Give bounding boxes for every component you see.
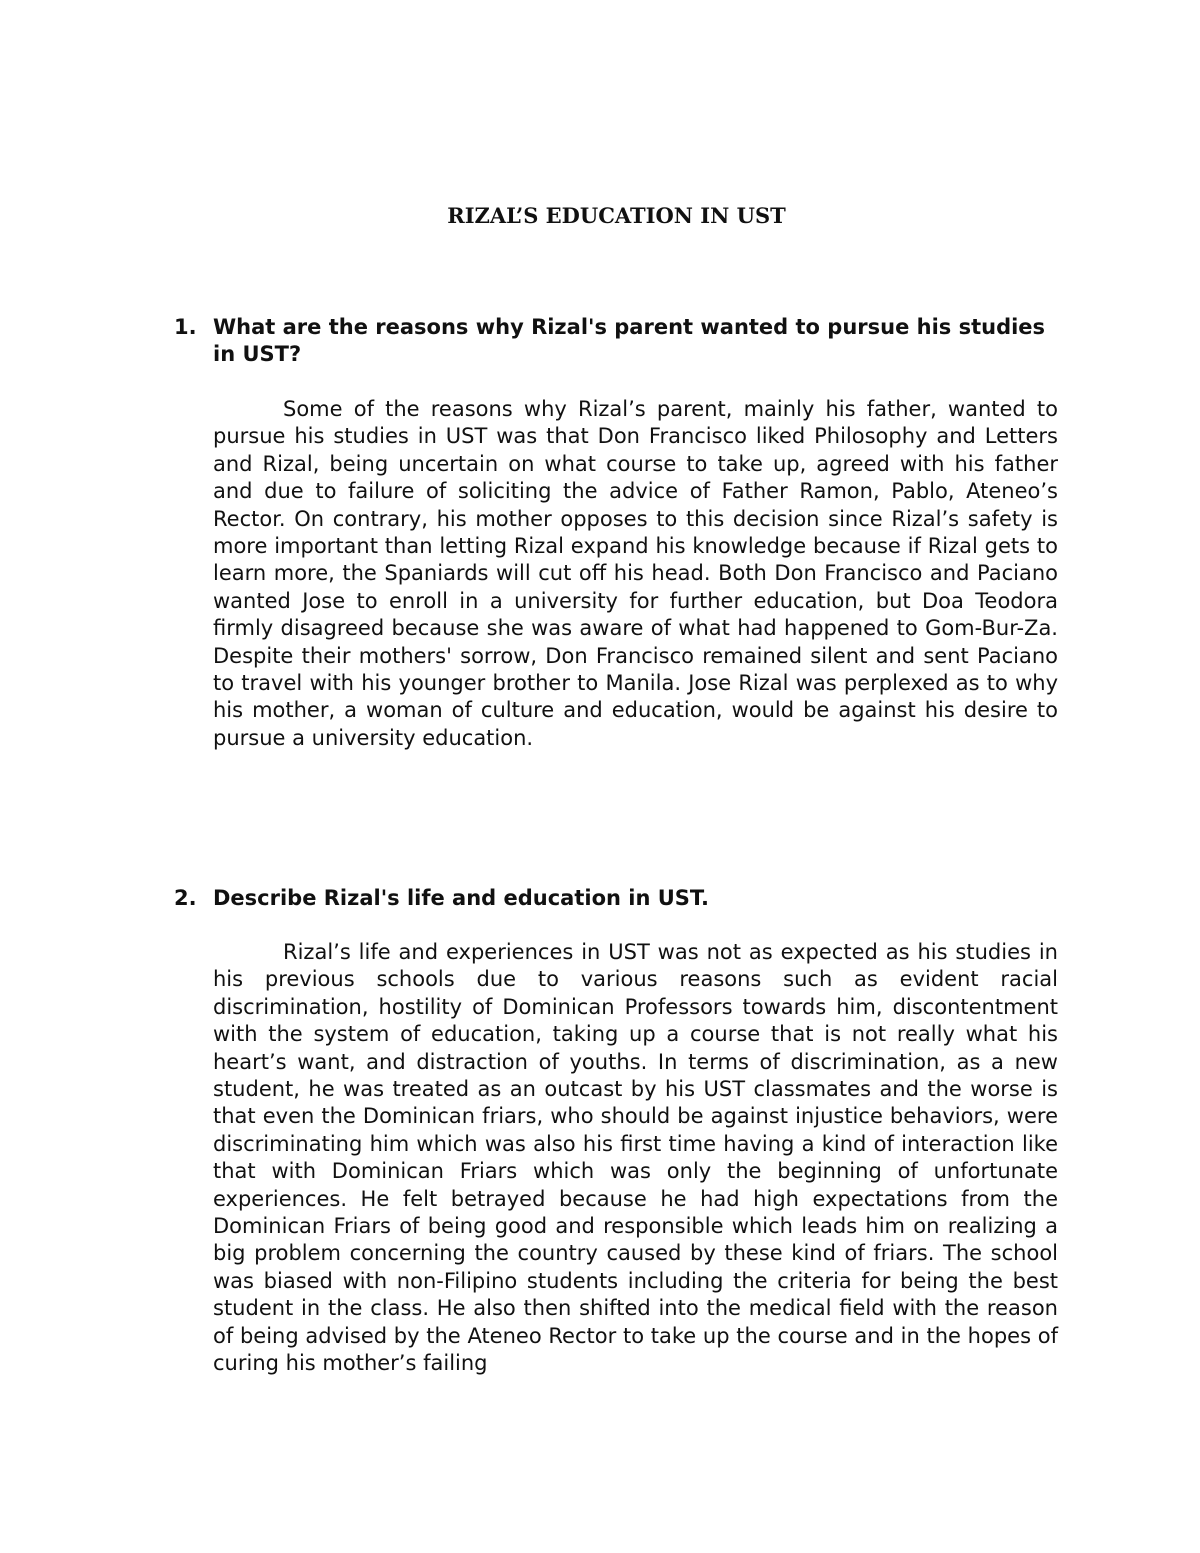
question-text: What are the reasons why Rizal's parent wanted to pursue his studies in UST? [213, 315, 1046, 366]
answer-paragraph-2: Rizal’s life and experiences in UST was not as expected as his studies in his previous schools due to various reasons such as evident racial discrimination, hostility of Dominican Professors towards him, discontentment with the system of education, taking up a course that is not really what his heart’s want, and distraction of youths. In terms of discrimination, as a new student, he was treated as an outcast by his UST classmates and the worse is that even the Dominican friars, who should be against injustice behaviors, were discriminating him which was also his first time having a kind of interaction like that with Dominican Friars which was only the beginning of unfortunate experiences. He felt betrayed because he had high expectations from the Dominican Friars of being good and responsible which leads him on realizing a big problem concerning the country caused by these kind of friars. The school was biased with non-Filipino students including the criteria for being the best student in the class. He also then shifted into the medical field with the reason of being advised by the Ateneo Rector to take up the course and in the hopes of curing his mother’s failing [213, 940, 1058, 1376]
document-title: RIZAL’S EDUCATION IN UST [447, 203, 786, 228]
question-2 [174, 885, 1060, 912]
question-text: Describe Rizal's life and education in UST. [213, 886, 710, 910]
question-1 [174, 314, 1060, 368]
answer-paragraph-1: Some of the reasons why Rizal’s parent, mainly his father, wanted to pursue his studies in UST was that Don Francisco liked Philosophy and Letters and Rizal, being uncertain on what course to take up, agreed with his father and due to failure of soliciting the advice of Father Ramon, Pablo, Ateneo’s Rector. On contrary, his mother opposes to this decision since Rizal’s safety is more important than letting Rizal expand his knowledge because if Rizal gets to learn more, the Spaniards will cut off his head. Both Don Francisco and Paciano wanted Jose to enroll in a university for further education, but Doa Teodora firmly disagreed because she was aware of what had happened to Gom-Bur-Za. Despite their mothers' sorrow, Don Francisco remained silent and sent Paciano to travel with his younger brother to Manila. Jose Rizal was perplexed as to why his mother, a woman of culture and education, would be against his desire to pursue a university education. [213, 397, 1058, 750]
question-number: 2. [174, 886, 197, 910]
question-number: 1. [174, 315, 197, 339]
